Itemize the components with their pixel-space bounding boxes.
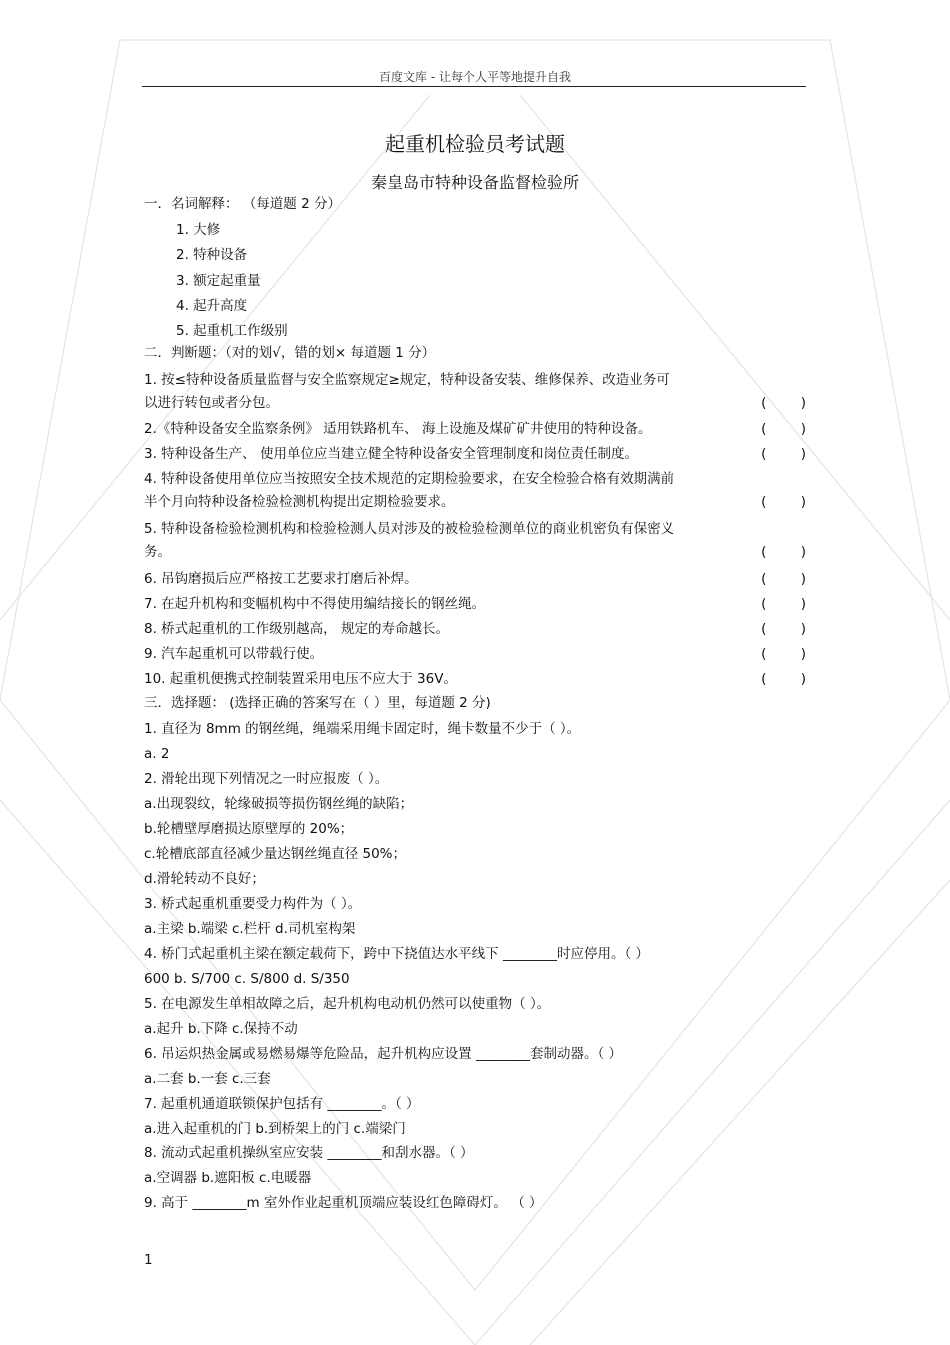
tf-question-2: 2.《特种设备安全监察条例》 适用铁路机车、 海上设施及煤矿矿井使用的特种设备。 (144, 421, 652, 437)
choice-line: 4. 桥门式起重机主梁在额定载荷下，跨中下挠值达水平线下 ________时应停用。（ ） (144, 946, 650, 962)
choice-line: d.滑轮转动不良好； (144, 871, 265, 887)
answer-bracket: ( ) (761, 671, 806, 687)
choice-line: c.轮槽底部直径减少量达钢丝绳直径 50%； (144, 846, 407, 862)
tf-question-7: 7. 在起升机构和变幅机构中不得使用编结接长的钢丝绳。 (144, 596, 486, 612)
tf-question-5: 5. 特种设备检验检测机构和检验检测人员对涉及的被检验检测单位的商业机密负有保密义 (144, 521, 675, 537)
term-item: 1. 大修 (176, 222, 221, 238)
choice-line: a.起升 b.下降 c.保持不动 (144, 1021, 298, 1037)
section2-heading: 二．判断题：（对的划√，错的划× 每道题 1 分） (144, 345, 436, 361)
tf-question-4: 4. 特种设备使用单位应当按照安全技术规范的定期检验要求，在安全检验合格有效期满前 (144, 471, 675, 487)
tf-question-1: 1. 按≤特种设备质量监督与安全监察规定≥规定，特种设备安装、维修保养、改造业务可 (144, 372, 670, 388)
choice-line: 2. 滑轮出现下列情况之一时应报废（ ）。 (144, 771, 389, 787)
tf-question-10: 10. 起重机便携式控制装置采用电压不应大于 36V。 (144, 671, 457, 687)
choice-line: 3. 桥式起重机重要受力构件为（ ）。 (144, 896, 362, 912)
tf-question-4-cont: 半个月向特种设备检验检测机构提出定期检验要求。 (144, 494, 455, 510)
answer-bracket: ( ) (761, 421, 806, 437)
term-item: 2. 特种设备 (176, 247, 248, 263)
choice-line: a.主梁 b.端梁 c.栏杆 d.司机室构架 (144, 921, 356, 937)
section3-heading: 三．选择题： (选择正确的答案写在（ ）里，每道题 2 分) (144, 695, 491, 711)
tf-question-8: 8. 桥式起重机的工作级别越高， 规定的寿命越长。 (144, 621, 449, 637)
page-number: 1 (144, 1252, 153, 1268)
choice-line: a.空调器 b.遮阳板 c.电暖器 (144, 1170, 312, 1186)
choice-line: 600 b. S/700 c. S/800 d. S/350 (144, 971, 350, 987)
tf-question-6: 6. 吊钩磨损后应严格按工艺要求打磨后补焊。 (144, 571, 418, 587)
answer-bracket: ( ) (761, 395, 806, 411)
tf-question-3: 3. 特种设备生产、 使用单位应当建立健全特种设备安全管理制度和岗位责任制度。 (144, 446, 638, 462)
choice-line: 8. 流动式起重机操纵室应安装 ________和刮水器。（ ） (144, 1145, 474, 1161)
choice-line: a. 2 (144, 746, 170, 762)
answer-bracket: ( ) (761, 621, 806, 637)
choice-line: 6. 吊运炽热金属或易燃易爆等危险品，起升机构应设置 ________套制动器。（ ） (144, 1046, 623, 1062)
answer-bracket: ( ) (761, 571, 806, 587)
section1-heading: 一．名词解释： （每道题 2 分） (144, 196, 341, 212)
choice-line: a.进入起重机的门 b.到桥架上的门 c.端梁门 (144, 1121, 406, 1137)
header-divider (142, 86, 806, 87)
choice-line: a.出现裂纹，轮缘破损等损伤钢丝绳的缺陷； (144, 796, 414, 812)
document-title: 起重机检验员考试题 (385, 132, 565, 156)
answer-bracket: ( ) (761, 446, 806, 462)
document-subtitle: 秦皇岛市特种设备监督检验所 (370, 173, 579, 192)
tf-question-5-cont: 务。 (144, 544, 171, 560)
tf-question-9: 9. 汽车起重机可以带载行使。 (144, 646, 324, 662)
choice-line: 5. 在电源发生单相故障之后，起升机构电动机仍然可以使重物（ ）。 (144, 996, 551, 1012)
page-header: 百度文库 - 让每个人平等地提升自我 (379, 70, 571, 84)
choice-line: 9. 高于 ________m 室外作业起重机顶端应装设红色障碍灯。 （ ） (144, 1195, 543, 1211)
choice-line: 1. 直径为 8mm 的钢丝绳，绳端采用绳卡固定时，绳卡数量不少于（ ）。 (144, 721, 581, 737)
choice-line: b.轮槽壁厚磨损达原壁厚的 20%； (144, 821, 354, 837)
term-item: 3. 额定起重量 (176, 273, 261, 289)
answer-bracket: ( ) (761, 494, 806, 510)
answer-bracket: ( ) (761, 596, 806, 612)
tf-question-1-cont: 以进行转包或者分包。 (144, 395, 279, 411)
choice-line: 7. 起重机通道联锁保护包括有 ________。（ ） (144, 1096, 420, 1112)
answer-bracket: ( ) (761, 544, 806, 560)
term-item: 4. 起升高度 (176, 298, 248, 314)
choice-line: a.二套 b.一套 c.三套 (144, 1071, 271, 1087)
term-item: 5. 起重机工作级别 (176, 323, 288, 339)
answer-bracket: ( ) (761, 646, 806, 662)
